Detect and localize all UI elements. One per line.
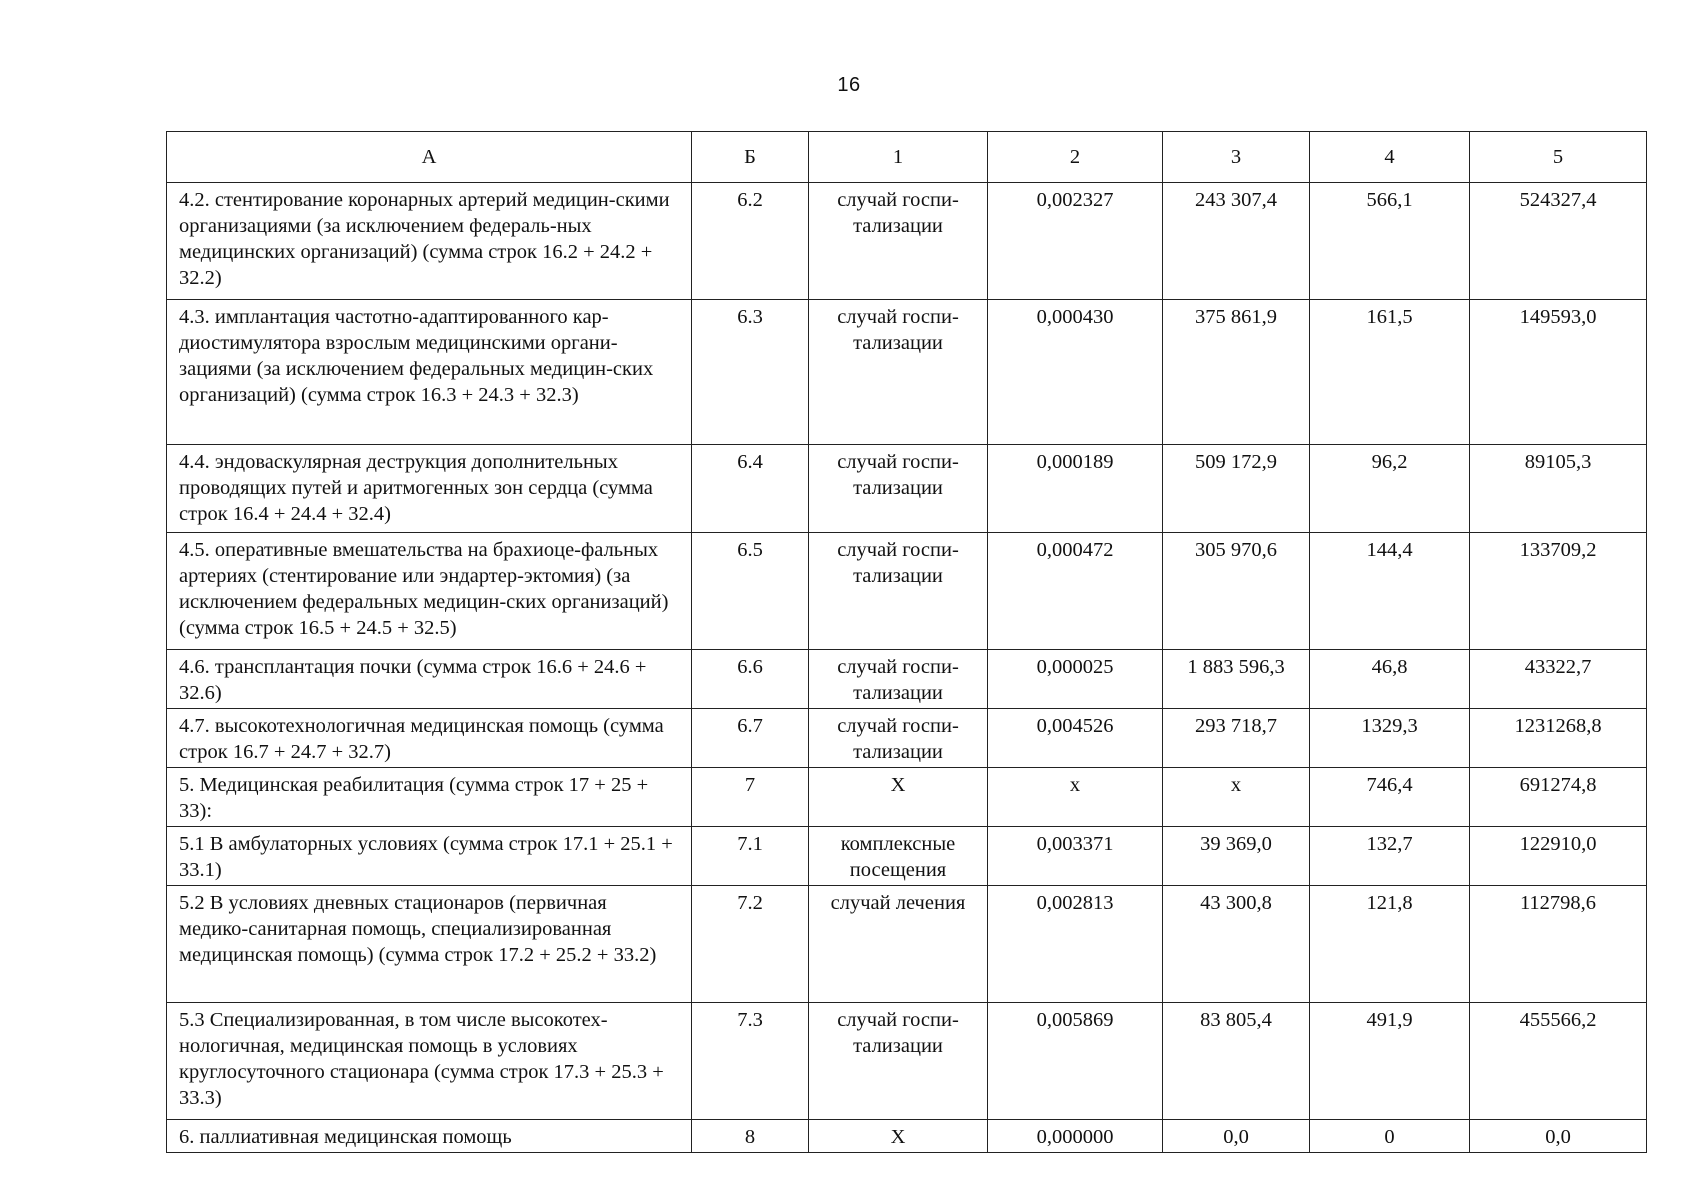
row-volume-norm: х: [988, 768, 1163, 827]
row-description: 4.7. высокотехнологичная медицинская помощь (сумма строк 16.7 + 24.7 + 32.7): [167, 709, 692, 768]
table-body: [167, 183, 1647, 1153]
page-number: 16: [837, 74, 861, 96]
row-unit: случай госпи-тализации: [809, 650, 988, 709]
table-row: [167, 886, 1647, 1003]
row-volume-norm: 0,000430: [988, 300, 1163, 445]
row-line-code: 7: [692, 768, 809, 827]
row-description: 4.6. трансплантация почки (сумма строк 16.6 + 24.6 + 32.6): [167, 650, 692, 709]
header-cell-2: 2: [988, 132, 1163, 183]
table-header: [167, 132, 1647, 183]
table-row: [167, 1120, 1647, 1153]
row-per-capita: 144,4: [1310, 533, 1470, 650]
row-cost-norm: 0,0: [1163, 1120, 1310, 1153]
row-unit: случай госпи-тализации: [809, 709, 988, 768]
row-line-code: 7.1: [692, 827, 809, 886]
row-per-capita: 746,4: [1310, 768, 1470, 827]
row-total: 122910,0: [1470, 827, 1647, 886]
row-unit: случай госпи-тализации: [809, 183, 988, 300]
row-volume-norm: 0,003371: [988, 827, 1163, 886]
row-per-capita: 566,1: [1310, 183, 1470, 300]
row-volume-norm: 0,000025: [988, 650, 1163, 709]
row-cost-norm: 83 805,4: [1163, 1003, 1310, 1120]
table-row: [167, 650, 1647, 709]
row-volume-norm: 0,002327: [988, 183, 1163, 300]
row-per-capita: 0: [1310, 1120, 1470, 1153]
row-line-code: 6.7: [692, 709, 809, 768]
row-description: 4.4. эндоваскулярная деструкция дополнительных проводящих путей и аритмогенных зон сердца (сумма строк 16.4 + 24.4 + 32.4): [167, 445, 692, 533]
row-per-capita: 132,7: [1310, 827, 1470, 886]
row-unit: Х: [809, 768, 988, 827]
row-line-code: 6.6: [692, 650, 809, 709]
row-volume-norm: 0,000000: [988, 1120, 1163, 1153]
row-volume-norm: 0,004526: [988, 709, 1163, 768]
row-total: 691274,8: [1470, 768, 1647, 827]
row-description: 5. Медицинская реабилитация (сумма строк 17 + 25 + 33):: [167, 768, 692, 827]
row-line-code: 6.3: [692, 300, 809, 445]
row-description: 5.2 В условиях дневных стационаров (первичная медико-санитарная помощь, специализированная медицинская помощь) (сумма строк 17.2 + 25.2 + 33.2): [167, 886, 692, 1003]
table-row: [167, 445, 1647, 533]
row-description: 4.5. оперативные вмешательства на брахиоце-фальных артериях (стентирование или эндартер-эктомия) (за исключением федеральных медицин-ских организаций) (сумма строк 16.5 + 24.5 + 32.5): [167, 533, 692, 650]
header-cell-3: 3: [1163, 132, 1310, 183]
table-row: [167, 827, 1647, 886]
row-total: 455566,2: [1470, 1003, 1647, 1120]
table-row: [167, 300, 1647, 445]
row-total: 524327,4: [1470, 183, 1647, 300]
row-cost-norm: 243 307,4: [1163, 183, 1310, 300]
row-cost-norm: 43 300,8: [1163, 886, 1310, 1003]
row-total: 43322,7: [1470, 650, 1647, 709]
row-volume-norm: 0,005869: [988, 1003, 1163, 1120]
row-total: 0,0: [1470, 1120, 1647, 1153]
row-unit: случай госпи-тализации: [809, 533, 988, 650]
row-total: 1231268,8: [1470, 709, 1647, 768]
row-per-capita: 96,2: [1310, 445, 1470, 533]
row-line-code: 6.4: [692, 445, 809, 533]
table-row: [167, 709, 1647, 768]
row-per-capita: 161,5: [1310, 300, 1470, 445]
table-row: [167, 1003, 1647, 1120]
row-line-code: 6.5: [692, 533, 809, 650]
table-row: [167, 768, 1647, 827]
row-line-code: 8: [692, 1120, 809, 1153]
row-unit: комплексные посещения: [809, 827, 988, 886]
header-row: [167, 132, 1647, 183]
row-cost-norm: 305 970,6: [1163, 533, 1310, 650]
row-total: 149593,0: [1470, 300, 1647, 445]
header-cell-1: 1: [809, 132, 988, 183]
row-cost-norm: 39 369,0: [1163, 827, 1310, 886]
table-row: [167, 533, 1647, 650]
header-cell-b: Б: [692, 132, 809, 183]
row-unit: Х: [809, 1120, 988, 1153]
row-cost-norm: х: [1163, 768, 1310, 827]
header-cell-4: 4: [1310, 132, 1470, 183]
row-total: 89105,3: [1470, 445, 1647, 533]
row-volume-norm: 0,000472: [988, 533, 1163, 650]
header-cell-a: А: [167, 132, 692, 183]
row-total: 133709,2: [1470, 533, 1647, 650]
row-description: 4.3. имплантация частотно-адаптированного кар-диостимулятора взрослым медицинскими органи-зациями (за исключением федеральных медицин-ских организаций) (сумма строк 16.3 + 24.3 + 32.3): [167, 300, 692, 445]
row-line-code: 7.2: [692, 886, 809, 1003]
row-volume-norm: 0,002813: [988, 886, 1163, 1003]
row-cost-norm: 293 718,7: [1163, 709, 1310, 768]
row-unit: случай госпи-тализации: [809, 445, 988, 533]
row-line-code: 7.3: [692, 1003, 809, 1120]
row-description: 5.1 В амбулаторных условиях (сумма строк 17.1 + 25.1 + 33.1): [167, 827, 692, 886]
row-description: 6. паллиативная медицинская помощь: [167, 1120, 692, 1153]
row-per-capita: 491,9: [1310, 1003, 1470, 1120]
row-line-code: 6.2: [692, 183, 809, 300]
row-cost-norm: 509 172,9: [1163, 445, 1310, 533]
data-table: [166, 131, 1647, 1153]
row-unit: случай госпи-тализации: [809, 1003, 988, 1120]
row-per-capita: 46,8: [1310, 650, 1470, 709]
row-volume-norm: 0,000189: [988, 445, 1163, 533]
row-cost-norm: 375 861,9: [1163, 300, 1310, 445]
row-per-capita: 121,8: [1310, 886, 1470, 1003]
row-description: 4.2. стентирование коронарных артерий медицин-скими организациями (за исключением федераль-ных медицинских организаций) (сумма строк 16.2 + 24.2 + 32.2): [167, 183, 692, 300]
row-total: 112798,6: [1470, 886, 1647, 1003]
row-unit: случай госпи-тализации: [809, 300, 988, 445]
row-per-capita: 1329,3: [1310, 709, 1470, 768]
row-description: 5.3 Специализированная, в том числе высокотех-нологичная, медицинская помощь в условиях круглосуточного стационара (сумма строк 17.3 + 25.3 + 33.3): [167, 1003, 692, 1120]
row-cost-norm: 1 883 596,3: [1163, 650, 1310, 709]
header-cell-5: 5: [1470, 132, 1647, 183]
table-row: [167, 183, 1647, 300]
row-unit: случай лечения: [809, 886, 988, 1003]
